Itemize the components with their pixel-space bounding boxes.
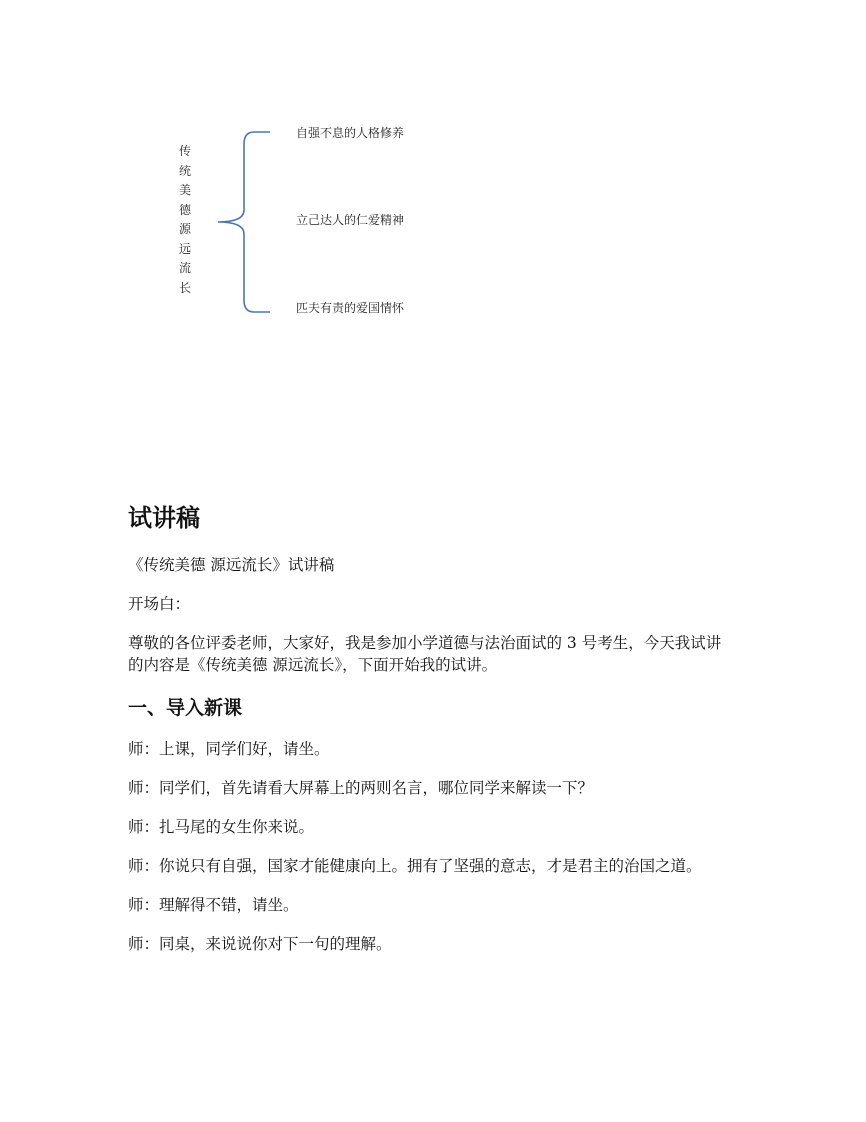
brace-path bbox=[218, 132, 270, 312]
opening-paragraph: 尊敬的各位评委老师，大家好，我是参加小学道德与法治面试的 3 号考生，今天我试讲的内容是《传统美德 源远流长》，下面开始我的试讲。 bbox=[128, 634, 722, 674]
branch-benevolence: 立己达人的仁爱精神 bbox=[296, 213, 405, 227]
dialogue-line: 师：你说只有自强，国家才能健康向上。拥有了坚强的意志，才是君主的治国之道。 bbox=[128, 857, 702, 875]
section-heading-intro: 一、导入新课 bbox=[128, 697, 243, 719]
brace-connector bbox=[212, 126, 274, 318]
branch-self-improvement: 自强不息的人格修养 bbox=[296, 126, 405, 140]
diagram-title: 传统美德源远流长 bbox=[178, 144, 191, 295]
dialogue-line: 师：理解得不错，请坐。 bbox=[128, 896, 299, 914]
document-body bbox=[128, 500, 728, 972]
opening-label: 开场白： bbox=[128, 595, 191, 613]
concept-diagram bbox=[0, 0, 866, 340]
dialogue-line: 师：同学们，首先请看大屏幕上的两则名言，哪位同学来解读一下？ bbox=[128, 779, 594, 797]
branch-patriotism: 匹夫有责的爱国情怀 bbox=[296, 301, 405, 315]
dialogue-line: 师：扎马尾的女生你来说。 bbox=[128, 818, 315, 836]
dialogue-line: 师：同桌，来说说你对下一句的理解。 bbox=[128, 935, 392, 953]
doc-subtitle: 《传统美德 源远流长》试讲稿 bbox=[128, 556, 335, 574]
page-title: 试讲稿 bbox=[128, 504, 200, 532]
dialogue-line: 师：上课，同学们好，请坐。 bbox=[128, 740, 330, 758]
